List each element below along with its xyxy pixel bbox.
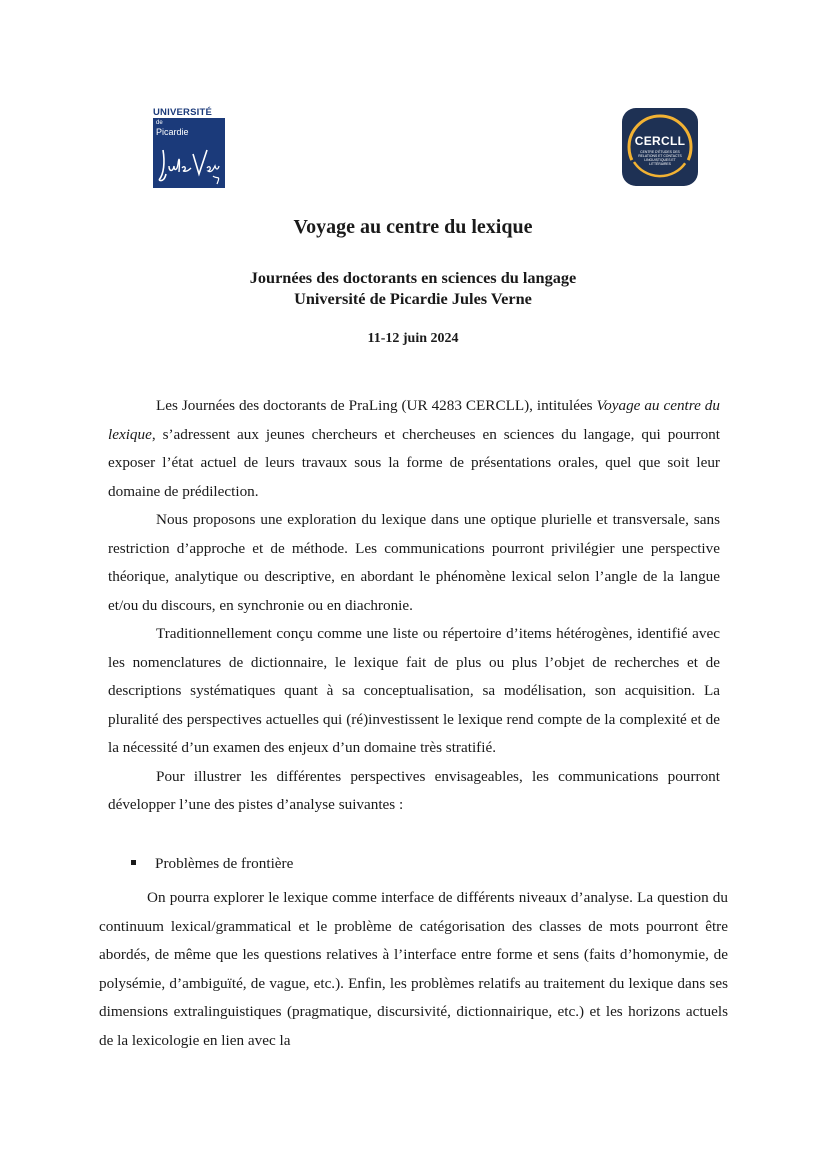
paragraph-1-end: , s’adressent aux jeunes chercheurs et chercheuses en sciences du langage, qui pourront exposer l’état actuel de leurs travaux sous la forme de présentations orales, quel que soit leur domaine de prédilection. [108,425,720,500]
section-text [99,884,728,1055]
upjv-logo [153,105,225,188]
upjv-logo-picardie: Picardie [156,127,189,137]
cercll-logo-subtitle: CENTRE D'ÉTUDES DES RELATIONS ET CONTACTS LINGUISTIQUES ET LITTÉRAIRES [638,150,682,166]
upjv-logo-top-text: UNIVERSITÉ [153,107,213,118]
body-text [108,392,720,820]
bullet-label: Problèmes de frontière [155,855,294,872]
upjv-logo-box [153,118,225,188]
paragraph-3: Traditionnellement conçu comme une liste ou répertoire d’items hétérogènes, identifié avec les nomenclatures de dictionnaire, le lexique fait de plus ou plus l’objet de recherches et de descriptions systématiques quant à sa conceptualisation, sa modélisation, son acquisition. La pluralité des perspectives actuelles qui (ré)investissent le lexique rend compte de la complexité et de la nécessité d’un examen des enjeux d’un domaine très stratifié. [108,625,720,756]
subtitle-line-2: Université de Picardie Jules Verne [294,289,532,308]
paragraph-2: Nous proposons une exploration du lexique dans une optique plurielle et transversale, sans restriction d’approche et de méthode. Les communications pourront privilégier une perspective théorique, analytique ou descriptive, en abordant le phénomène lexical selon l’angle de la langue et/ou du discours, en synchronie ou en diachronie. [108,511,720,614]
paragraph-4: Pour illustrer les différentes perspectives envisageables, les communications pourront développer l’une des pistes d’analyse suivantes : [108,767,720,813]
upjv-logo-de: de [156,120,163,126]
cercll-logo-title: CERCLL [634,134,686,148]
jules-verne-signature-icon [155,140,223,188]
document-title: Voyage au centre du lexique [293,216,533,238]
event-date: 11-12 juin 2024 [367,331,459,346]
paragraph-5: On pourra explorer le lexique comme interface de différents niveaux d’analyse. La question du continuum lexical/grammatical et le problème de catégorisation des classes de mots pourront être abordés, de même que les questions relatives à l’interface entre forme et sens (faits d’homonymie, de polysémie, d’ambiguïté, de vague, etc.). Enfin, les problèmes relatifs au traitement du lexique dans ses dimensions extralinguistiques (pragmatique, discursivité, dictionnairique, etc.) et les horizons actuels de la lexicologie en lien avec la [99,889,728,1049]
cercll-logo [622,108,698,186]
paragraph-1-italic-title: Voyage au centre du lexique [108,397,720,443]
bullet-item [131,850,293,878]
square-bullet-icon [131,860,136,865]
paragraph-1 [108,392,720,506]
subtitle-line-1: Journées des doctorants en sciences du langage [249,268,577,287]
paragraph-1-start: Les Journées des doctorants de PraLing (UR 4283 CERCLL), intitulées [156,397,597,414]
document-subtitle [0,267,826,309]
